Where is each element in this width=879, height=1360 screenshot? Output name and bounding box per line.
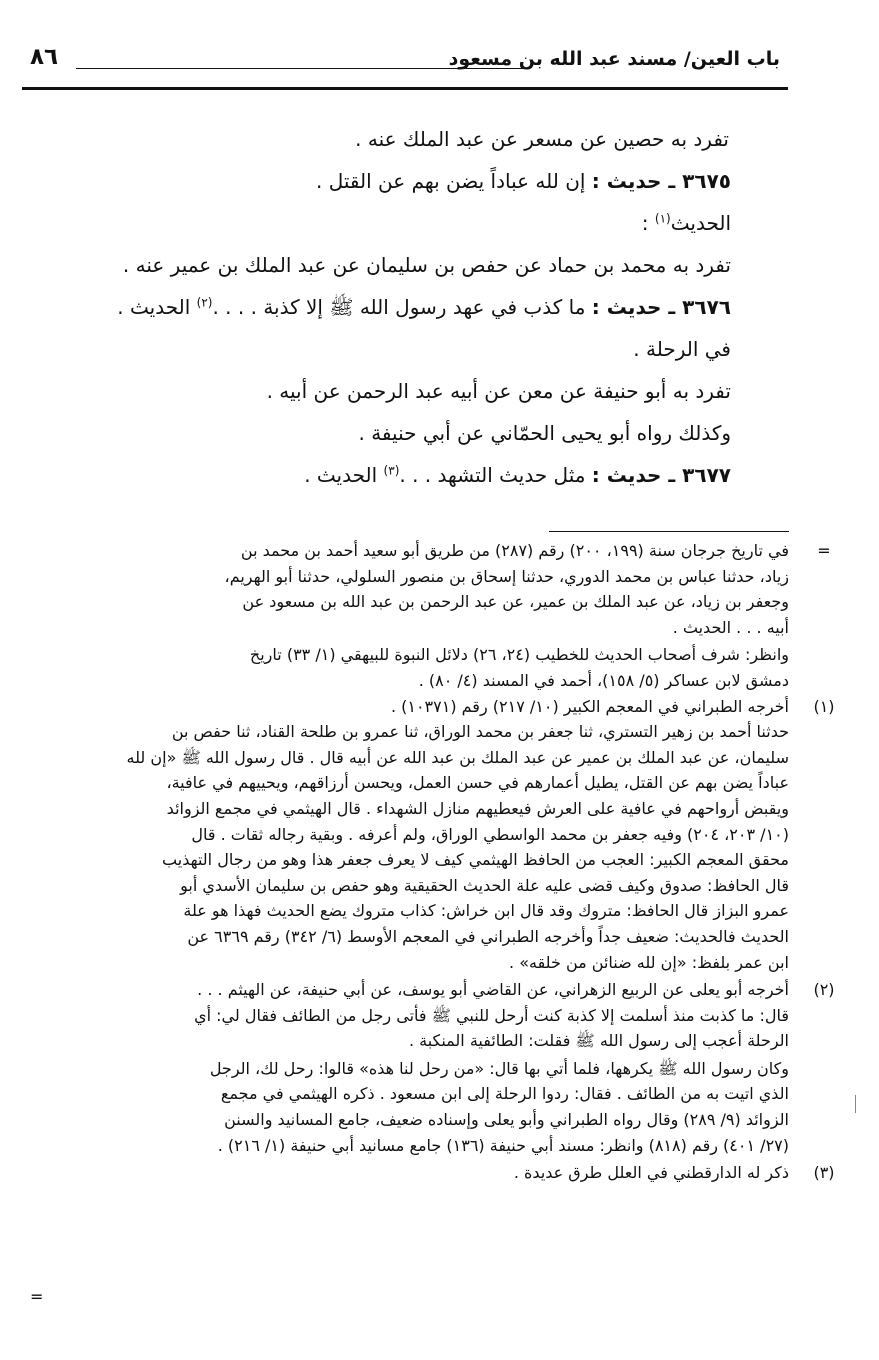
footnote-line: الرحلة أعجب إلى رسول الله ﷺ فقلت: الطائفية المنكبة . [408,1031,789,1051]
page-number: ٨٦ [30,44,59,70]
main-line: الحديث$^{(١)}$ : [641,211,731,235]
footnote-marker: (٣) [813,1163,835,1183]
footnote-ref[interactable]: (٣) [383,463,400,478]
footnote-continued [29,538,831,694]
footnote-line: (٢٧/ ٤٠١) رقم (٨١٨) وانظر: مسند أبي حنيفة (١٣٦) جامع مسانيد أبي حنيفة (١/ ٢١٦) . [217,1135,789,1155]
main-line: وكذلك رواه أبو يحيى الحمّاني عن أبي حنيفة . [358,421,731,445]
footnote-line: (١٠/ ٢٠٣، ٢٠٤) وفيه جعفر بن محمد الواسطي الوراق، ولم أعرفه . وبقية رجاله ثقات . قال [191,824,789,844]
footnote-line: أخرجه الطبراني في المعجم الكبير (١٠/ ٢١٧) رقم (١٠٣٧١) . [390,696,789,716]
footnote-line: عباداً يضن بهم عن القتل، يطيل أعمارهم في حسن العمل، ويحسن أرزاقهم، ويحييهم في عافية، [166,773,789,793]
footnote-line: ذكر له الدارقطني في العلل طرق عديدة . [513,1163,789,1183]
footnote-line: الحديث فالحديث: ضعيف جداً وأخرجه الطبراني في المعجم الأوسط (٦/ ٣٤٢) رقم ٦٣٦٩ عن [187,926,789,946]
footnote-marker: = [817,541,831,560]
footnote-3 [29,1160,835,1186]
margin-mark: = [30,1287,44,1306]
main-line: تفرد به محمد بن حماد عن حفص بن سليمان عن عبد الملك بن عمير عنه . [122,253,731,277]
footnote-line: الذي اتيت به من الطائف . فقال: ردوا الرحلة إلى ابن مسعود . ذكره الهيثمي في مجمع [220,1084,789,1104]
hadith-entry-3676: ٣٦٧٦ ـ حديث : ما كذب في عهد رسول الله ﷺ إلا كذبة . . . .$^{(٢)}$ الحديث . [117,295,731,319]
main-line: تفرد به حصين عن مسعر عن عبد الملك عنه . [355,127,729,151]
header-dash-line [76,68,528,69]
footnote-line: زياد، حدثنا عباس بن محمد الدوري، حدثنا إسحاق بن منصور السلولي، حدثنا أبو الهريم، [224,566,789,586]
footnote-line: دمشق لابن عساكر (٥/ ١٥٨)، أحمد في المسند (٤/ ٨٠) . [418,670,789,690]
footnote-line: محقق المعجم الكبير: العجب من الحافظ الهيثمي كيف لا يعرف جعفر هذا وهو من رجال التهذيب [162,850,789,870]
running-header [22,42,788,90]
footnote-line: سليمان، عن عبد الملك بن عمير عن عبد الملك بن عبد الله عن أبيه قال . قال رسول الله ﷺ «إن لله [126,747,789,767]
hadith-number: ٣٦٧٧ ـ حديث : [591,463,731,487]
footnote-line: في تاريخ جرجان سنة (١٩٩، ٢٠٠) رقم (٢٨٧) من طريق أبو سعيد أحمد بن محمد بن [240,541,789,560]
footnote-ref[interactable]: (٢) [196,295,213,310]
hadith-text: إن لله عباداً يضن بهم عن القتل . [316,169,592,193]
margin-tick [855,1095,856,1113]
footnote-line: أخرجه أبو يعلى عن الربيع الزهراني، عن القاضي أبو يوسف، عن أبي حنيفة، عن الهيثم . . . [197,980,789,1000]
hadith-number: ٣٦٧٥ ـ حديث : [591,169,731,193]
hadith-text: ما كذب في عهد رسول الله ﷺ إلا كذبة . . . . [212,295,592,319]
footnote-line: وجعفر بن زياد، عن عبد الملك بن عمير، عن عبد الرحمن بن عبد الله بن مسعود عن [242,592,789,612]
footnote-line: وكان رسول الله ﷺ يكرهها، فلما أتي بها قال: «من رحل لنا هذه» قالوا: رحل لك، الرجل [209,1058,789,1078]
footnote-line: قال: ما كذبت منذ أسلمت إلا كذبة كنت أرحل للنبي ﷺ فأتى رجل من الطائف فقال لي: أي [194,1005,789,1025]
header-rule [22,87,788,90]
footnote-line: عمرو البزاز قال الحافظ: متروك وقد قال ابن خراش: كذاب متروك يضع الحديث فهذا هو علة [183,901,789,921]
footnote-marker: (١) [813,696,835,716]
hadith-number: ٣٦٧٦ ـ حديث : [591,295,731,319]
footnotes [29,538,835,1186]
footnote-marker: (٢) [813,980,835,1000]
hadith-entry-3677: ٣٦٧٧ ـ حديث : مثل حديث التشهد . . .$^{(٣)}$ الحديث . [304,463,731,487]
hadith-entry-3675 [81,160,731,202]
footnote-2 [29,977,835,1158]
footnote-line: أبيه . . . الحديث . [672,617,789,637]
footnote-line: الزوائد (٩/ ٢٨٩) وقال رواه الطبراني وأبو يعلى وإسناده ضعيف، جامع المسانيد والسنن [224,1110,789,1130]
footnote-line: ابن عمر بلفظ: «إن لله ضنائن من خلقه» . [509,952,789,972]
footnote-line: وانظر: شرف أصحاب الحديث للخطيب (٢٤، ٢٦) دلائل النبوة للبيهقي (١/ ٣٣) تاريخ [249,645,789,665]
footnote-1 [29,694,835,976]
footnote-line: ويقبض أرواحهم في عافية على العرش فيعطيهم منازل الشهداء . قال الهيثمي في مجمع الزوائد [166,798,789,818]
footnote-line: قال الحافظ: صدوق وكيف قضى عليه علة الحديث الحقيقية وهو حفص بن سليمان الأسدي أبو [180,875,789,895]
header-title: باب العين/ مسند عبد الله بن مسعود [448,48,780,70]
footnote-line: حدثنا أحمد بن زهير التستري، ثنا جعفر بن محمد الوراق، ثنا عمرو بن طلحة القناد، ثنا حفص بن [171,722,789,742]
footnote-separator [549,531,789,532]
footnote-ref[interactable]: (١) [654,211,671,226]
hadith-text: مثل حديث التشهد . . . [399,463,592,487]
main-line: في الرحلة . [633,337,731,361]
main-text [81,118,731,496]
main-line: تفرد به أبو حنيفة عن معن عن أبيه عبد الرحمن عن أبيه . [266,379,731,403]
